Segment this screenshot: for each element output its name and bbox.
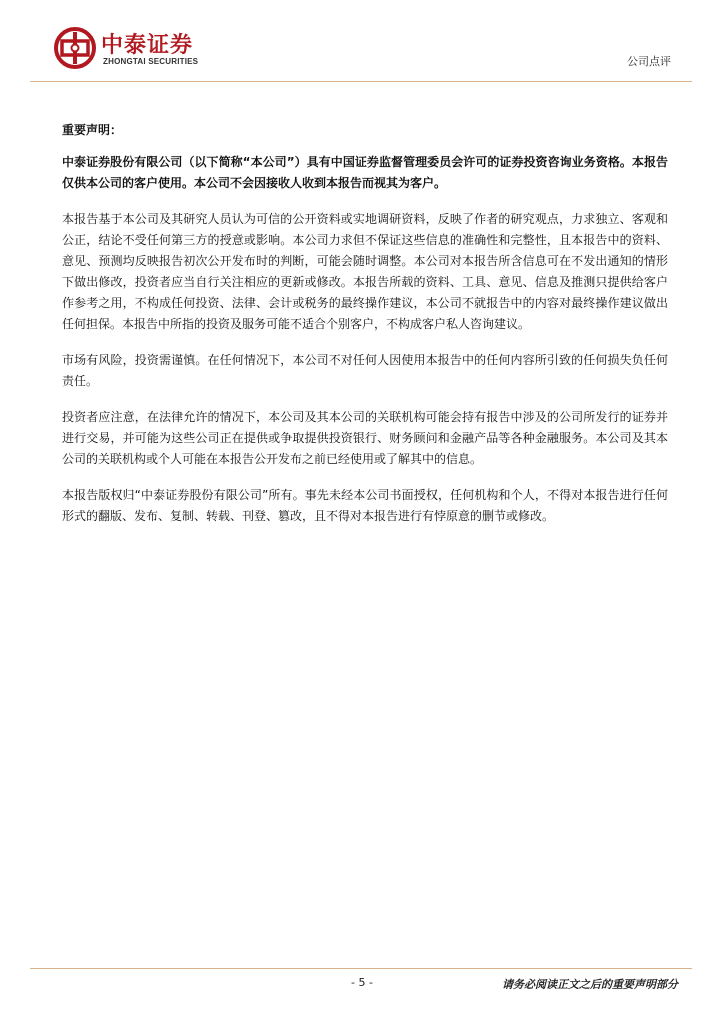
- company-name-cn: 中泰证券: [101, 33, 194, 58]
- footer-disclaimer-note: 请务必阅读正文之后的重要声明部分: [502, 978, 678, 991]
- page-number: - 5 -: [351, 976, 373, 989]
- disclaimer-paragraph-qualification: 中泰证券股份有限公司（以下简称“本公司”）具有中国证券监督管理委员会许可的证券投资咨询业务资格。本报告仅供本公司的客户使用。本公司不会因接收人收到本报告而视其为客户。: [62, 155, 668, 190]
- disclaimer-section: [62, 120, 668, 542]
- page-header: [0, 0, 724, 86]
- company-logo: [53, 26, 225, 72]
- report-type-label: 公司点评: [627, 55, 671, 68]
- disclaimer-paragraph-market-risk: 市场有风险，投资需谨慎。在任何情况下，本公司不对任何人因使用本报告中的任何内容所引致的任何损失负任何责任。: [62, 353, 668, 388]
- company-name-en: ZHONGTAI SECURITIES: [103, 57, 199, 66]
- zhongtai-logo-icon: [53, 26, 97, 70]
- footer-divider: [30, 968, 692, 969]
- disclaimer-paragraph-copyright: 本报告版权归“中泰证券股份有限公司”所有。事先未经本公司书面授权，任何机构和个人，不得对本报告进行任何形式的翻版、发布、复制、转载、刊登、篡改，且不得对本报告进行有悖原意的删节或修改。: [62, 488, 668, 523]
- disclaimer-paragraph-investor-notice: 投资者应注意，在法律允许的情况下，本公司及其本公司的关联机构可能会持有报告中涉及的公司所发行的证券并进行交易，并可能为这些公司正在提供或争取提供投资银行、财务顾问和金融产品等各种金融服务。本公司及其本公司的关联机构或个人可能在本报告公开发布之前已经使用或了解其中的信息。: [62, 410, 668, 466]
- disclaimer-paragraph-research-basis: 本报告基于本公司及其研究人员认为可信的公开资料或实地调研资料，反映了作者的研究观点，力求独立、客观和公正，结论不受任何第三方的授意或影响。本公司力求但不保证这些信息的准确性和完整性，且本报告中的资料、意见、预测均反映报告初次公开发布时的判断，可能会随时调整。本公司对本报告所含信息可在不发出通知的情形下做出修改，投资者应当自行关注相应的更新或修改。本报告所载的资料、工具、意见、信息及推测只提供给客户作参考之用，不构成任何投资、法律、会计或税务的最终操作建议，本公司不就报告中的内容对最终操作建议做出任何担保。本报告中所指的投资及服务可能不适合个别客户，不构成客户私人咨询建议。: [62, 212, 668, 331]
- header-divider: [30, 81, 692, 82]
- disclaimer-title: 重要声明：: [62, 123, 123, 137]
